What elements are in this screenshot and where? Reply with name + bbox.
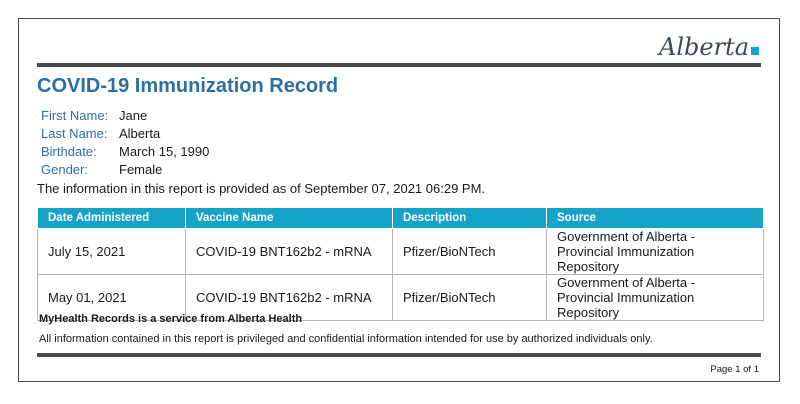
document-frame [18,18,780,382]
cell-source: Government of Alberta - Provincial Immunization Repository [547,229,764,275]
field-label: Gender: [41,162,88,177]
report-as-of-text: The information in this report is provided as of September 07, 2021 06:29 PM. [37,181,486,196]
cell-date: May 01, 2021 [38,275,186,321]
footer-divider [37,353,761,357]
page-number: Page 1 of 1 [710,364,759,375]
column-header-description: Description [393,208,547,229]
cell-vaccine: COVID-19 BNT162b2 - mRNA [186,275,393,321]
field-gender [41,161,209,179]
cell-description: Pfizer/BioNTech [393,229,547,275]
field-label: Birthdate: [41,144,97,159]
field-label: First Name: [41,108,109,123]
field-value: Female [119,162,163,177]
column-header-source: Source [547,208,764,229]
table-row [38,229,764,275]
alberta-logo [659,31,759,61]
table-body [38,229,764,321]
header-divider [37,63,761,67]
logo-text: Alberta [659,33,749,61]
cell-date: July 15, 2021 [38,229,186,275]
table-header [38,208,764,229]
footer-title: MyHealth Records is a service from Alberta Health [39,313,303,325]
field-value: Jane [119,108,148,123]
cell-source: Government of Alberta - Provincial Immunization Repository [547,275,764,321]
page-title: COVID-19 Immunization Record [37,75,339,97]
logo-square-icon [751,47,759,55]
cell-vaccine: COVID-19 BNT162b2 - mRNA [186,229,393,275]
field-last-name [41,125,209,143]
patient-info [41,107,209,179]
field-value: Alberta [119,126,161,141]
field-first-name [41,107,209,125]
column-header-vaccine: Vaccine Name [186,208,393,229]
immunization-table [37,207,764,321]
field-birthdate [41,143,209,161]
field-value: March 15, 1990 [119,144,210,159]
field-label: Last Name: [41,126,108,141]
confidentiality-note: All information contained in this report is privileged and confidential information intended for use by authorized individuals only. [39,333,653,345]
cell-description: Pfizer/BioNTech [393,275,547,321]
column-header-date: Date Administered [38,208,186,229]
table-header-row [38,208,764,229]
